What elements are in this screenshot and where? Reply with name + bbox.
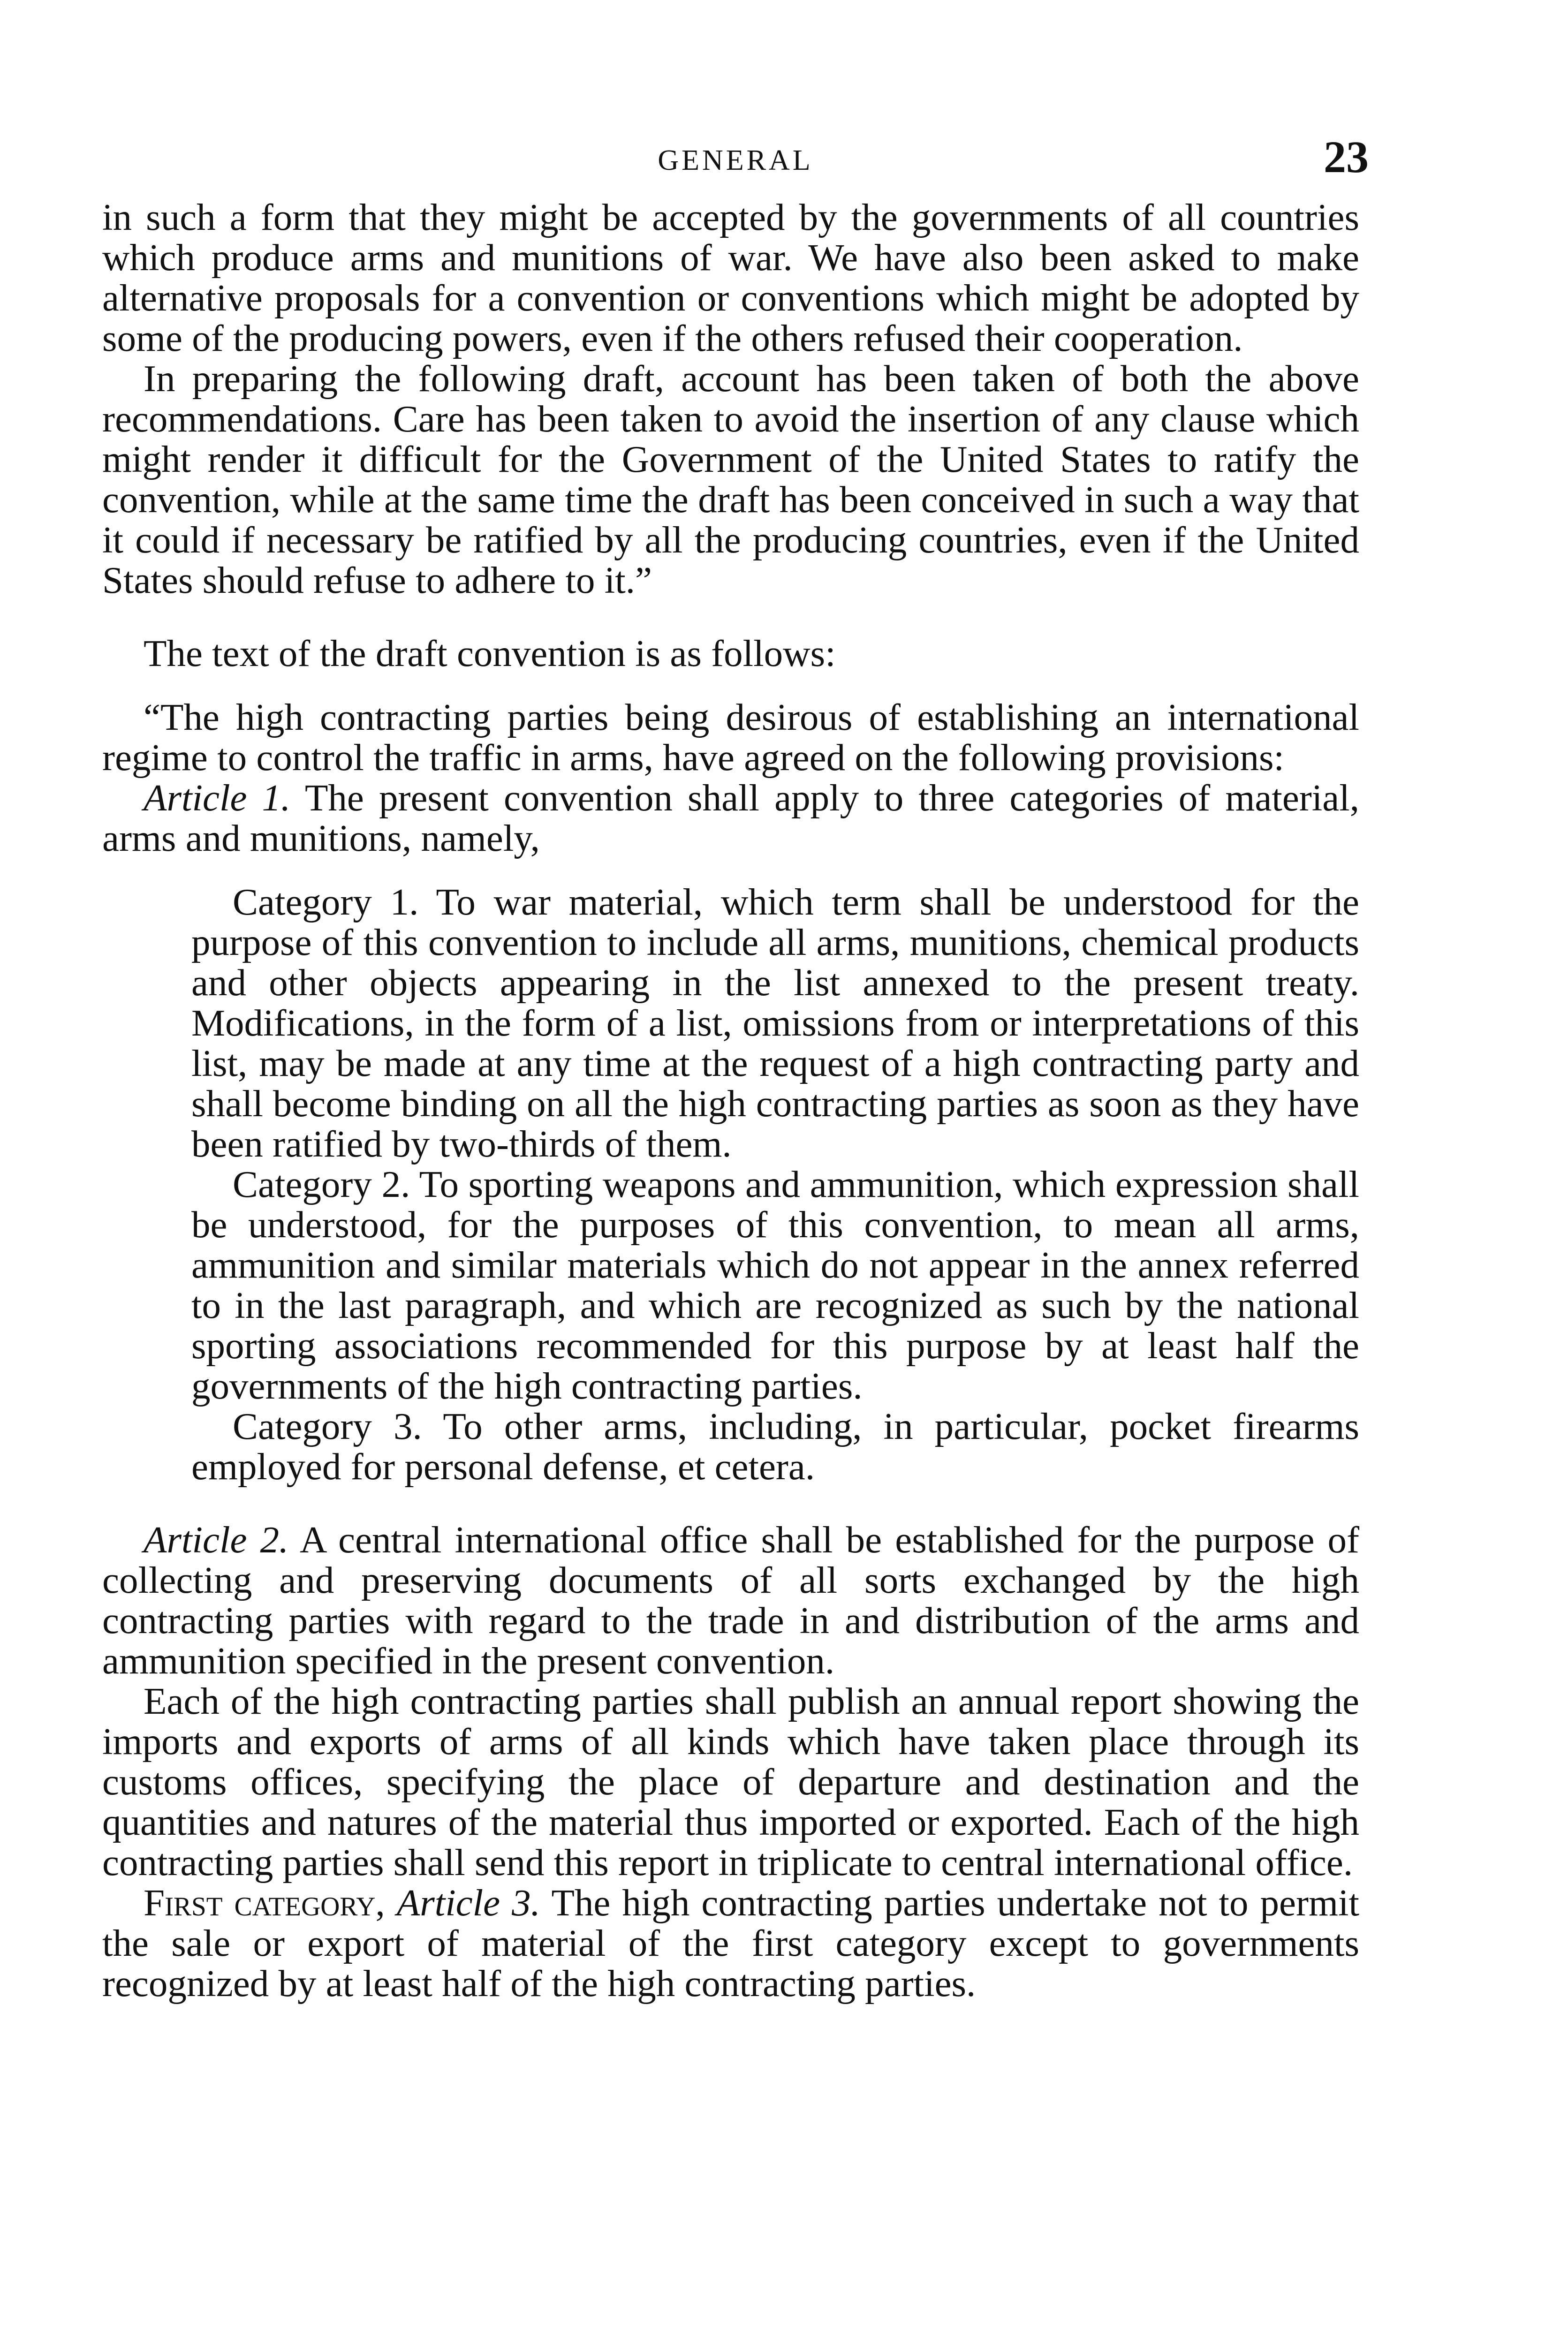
paragraph-preparing-draft: In preparing the following draft, account has been taken of both the above recommendations. Care has been taken to avoid the insertion of any clause which might render it difficult for the Government of the United States to ratify the convention, while at the same time the draft has been conceived in such a way that it could if necessary be ratified by all the producing countries, even if the United States should refuse to adhere to it.” [102,357,1359,601]
category-1: Category 1. To war material, which term shall be understood for the purpose of this convention to include all arms, munitions, chemical products and other objects appearing in the list annexed to the present treaty. Modifications, in the form of a list, omissions from or interpretations of this list, may be made at any time at the request of a high contracting party and shall become binding on all the high contracting parties as soon as they have been ratified by two-thirds of them. [191,881,1359,1165]
paragraph-preamble: “The high contracting parties being desirous of establishing an international regime to control the traffic in arms, have agreed on the following provisions: [102,696,1359,779]
paragraph-continued: in such a form that they might be accepted by the governments of all countries which produce arms and munitions of war. We have also been asked to make alternative proposals for a convention or conventions which might be adopted by some of the producing powers, even if the others refused their cooperation. [102,196,1359,359]
paragraph-text-intro: The text of the draft convention is as follows: [144,632,836,674]
article-1-text: The present convention shall apply to three categories of material, arms and munitions, namely, [102,777,1359,859]
article-2-text: A central international office shall be established for the purpose of collecting and preserving documents of all sorts exchanged by the high contracting parties with regard to the trade in and distribution of the arms and ammunition specified in the present convention. [102,1519,1359,1682]
category-3: Category 3. To other arms, including, in particular, pocket firearms employed for personal defense, et cetera. [191,1405,1359,1488]
article-1-label: Article 1. [144,777,291,819]
article-3 [102,1883,1359,2004]
article-3-text: The high contracting parties undertake not to permit the sale or export of material of the first category except to governments recognized by at least half of the high contracting parties. [102,1882,1359,2005]
article-2 [102,1520,1359,1681]
paragraph-annual-report: Each of the high contracting parties shall publish an annual report showing the imports and exports of arms of all kinds which have taken place through its customs offices, specifying the place of departure and destination and the quantities and natures of the material thus imported or exported. Each of the high contracting parties shall send this report in triplicate to central international office. [102,1680,1359,1884]
category-2: Category 2. To sporting weapons and ammunition, which expression shall be understood, for the purposes of this convention, to mean all arms, ammunition and similar materials which do not appear in the annex referred to in the last paragraph, and which are recognized as such by the national sporting associations recommended for this purpose by at least half the governments of the high contracting parties. [191,1163,1359,1407]
first-category-heading: First category, [144,1882,385,1924]
categories-block [191,882,1359,1487]
page-number: 23 [1324,132,1369,182]
article-1 [102,778,1359,858]
article-2-label: Article 2. [144,1519,289,1561]
running-head: GENERAL [658,144,813,176]
page-header [102,134,1369,185]
article-3-label: Article 3. [396,1882,540,1924]
page-body [102,197,1359,2004]
